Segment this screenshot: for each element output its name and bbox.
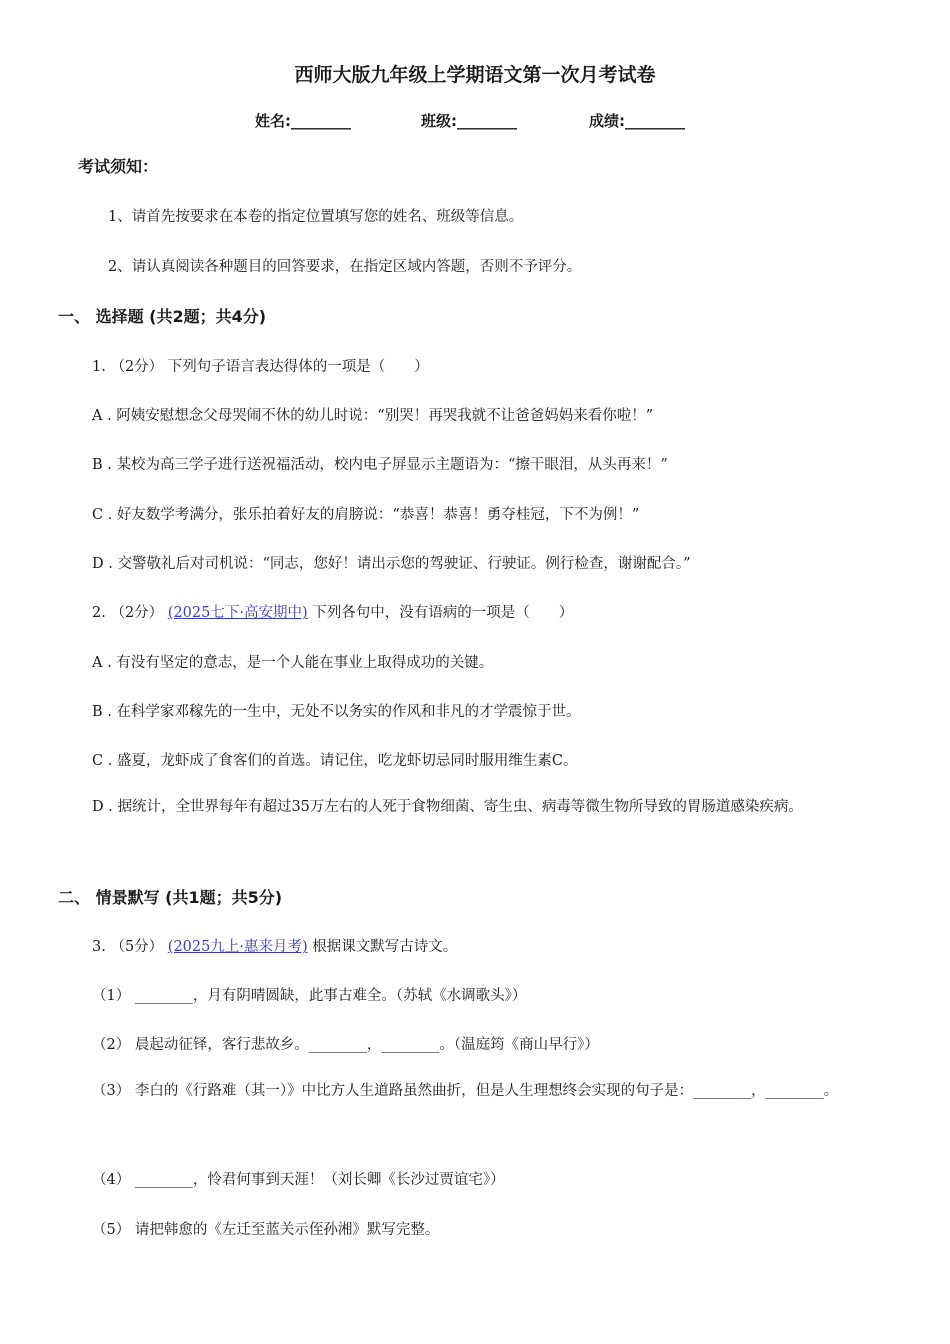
q2-option-b: B . 在科学家邓稼先的一生中，无处不以务实的作风和非凡的才学震惊于世。 (92, 704, 581, 720)
q3-item-4: （4） ________，怜君何事到天涯！（刘长卿《长沙过贾谊宅》） (92, 1172, 505, 1188)
section-heading-choice: 一、 选择题 (共2题；共4分) (58, 307, 267, 326)
score-field: 成绩:________ (589, 112, 685, 130)
class-field: 班级:________ (421, 112, 517, 130)
question-3-stem (92, 935, 457, 956)
q1-option-d: D . 交警敬礼后对司机说：“同志，您好！请出示您的驾驶证、行驶证。例行检查，谢谢配合。” (92, 556, 691, 572)
name-field: 姓名:________ (255, 112, 351, 130)
q2-option-d: D . 据统计，全世界每年有超过35万左右的人死于食物细菌、寄生虫、病毒等微生物所导致的胃肠道感染疾病。 (92, 799, 803, 815)
q2-option-a: A . 有没有坚定的意志，是一个人能在事业上取得成功的关键。 (92, 655, 494, 671)
q2-option-c: C . 盛夏，龙虾成了食客们的首选。请记住，吃龙虾切忌同时服用维生素C。 (92, 753, 578, 769)
q3-item-2: （2） 晨起动征铎，客行悲故乡。________，________。（温庭筠《商山早行》） (92, 1037, 599, 1053)
question-1-stem: 1. （2分） 下列句子语言表达得体的一项是（ ） (92, 359, 429, 375)
notice-item: 1、请首先按要求在本卷的指定位置填写您的姓名、班级等信息。 (108, 209, 524, 225)
q1-option-b: B . 某校为高三学子进行送祝福活动，校内电子屏显示主题语为：“擦干眼泪，从头再来！” (92, 457, 668, 473)
question-3-source-link[interactable]: (2025九上·惠来月考) (167, 939, 308, 955)
q3-item-3: （3） 李白的《行路难（其一）》中比方人生道路虽然曲折，但是人生理想终会实现的句子是：________，________。 (92, 1083, 839, 1099)
notice-heading: 考试须知： (78, 157, 159, 176)
section-heading-dictation: 二、 情景默写 (共1题；共5分) (58, 888, 283, 907)
question-2-stem (92, 601, 573, 622)
question-2-prefix: 2. （2分） (92, 605, 168, 621)
notice-item: 2、请认真阅读各种题目的回答要求，在指定区域内答题，否则不予评分。 (108, 259, 582, 275)
q3-item-1: （1） ________，月有阴晴圆缺，此事古难全。（苏轼《水调歌头》） (92, 988, 527, 1004)
q1-option-a: A . 阿姨安慰想念父母哭闹不休的幼儿时说：“别哭！再哭我就不让爸爸妈妈来看你啦！” (92, 408, 654, 424)
question-2-text: 下列各句中，没有语病的一项是（ ） (307, 605, 574, 621)
question-3-text: 根据课文默写古诗文。 (307, 939, 458, 955)
question-2-source-link[interactable]: (2025七下·高安期中) (167, 605, 308, 621)
page-title: 西师大版九年级上学期语文第一次月考试卷 (294, 64, 656, 86)
q1-option-c: C . 好友数学考满分，张乐拍着好友的肩膀说：“恭喜！恭喜！勇夺桂冠，下不为例！” (92, 507, 640, 523)
question-3-prefix: 3. （5分） (92, 939, 168, 955)
q3-item-5: （5） 请把韩愈的《左迁至蓝关示侄孙湘》默写完整。 (92, 1222, 440, 1238)
